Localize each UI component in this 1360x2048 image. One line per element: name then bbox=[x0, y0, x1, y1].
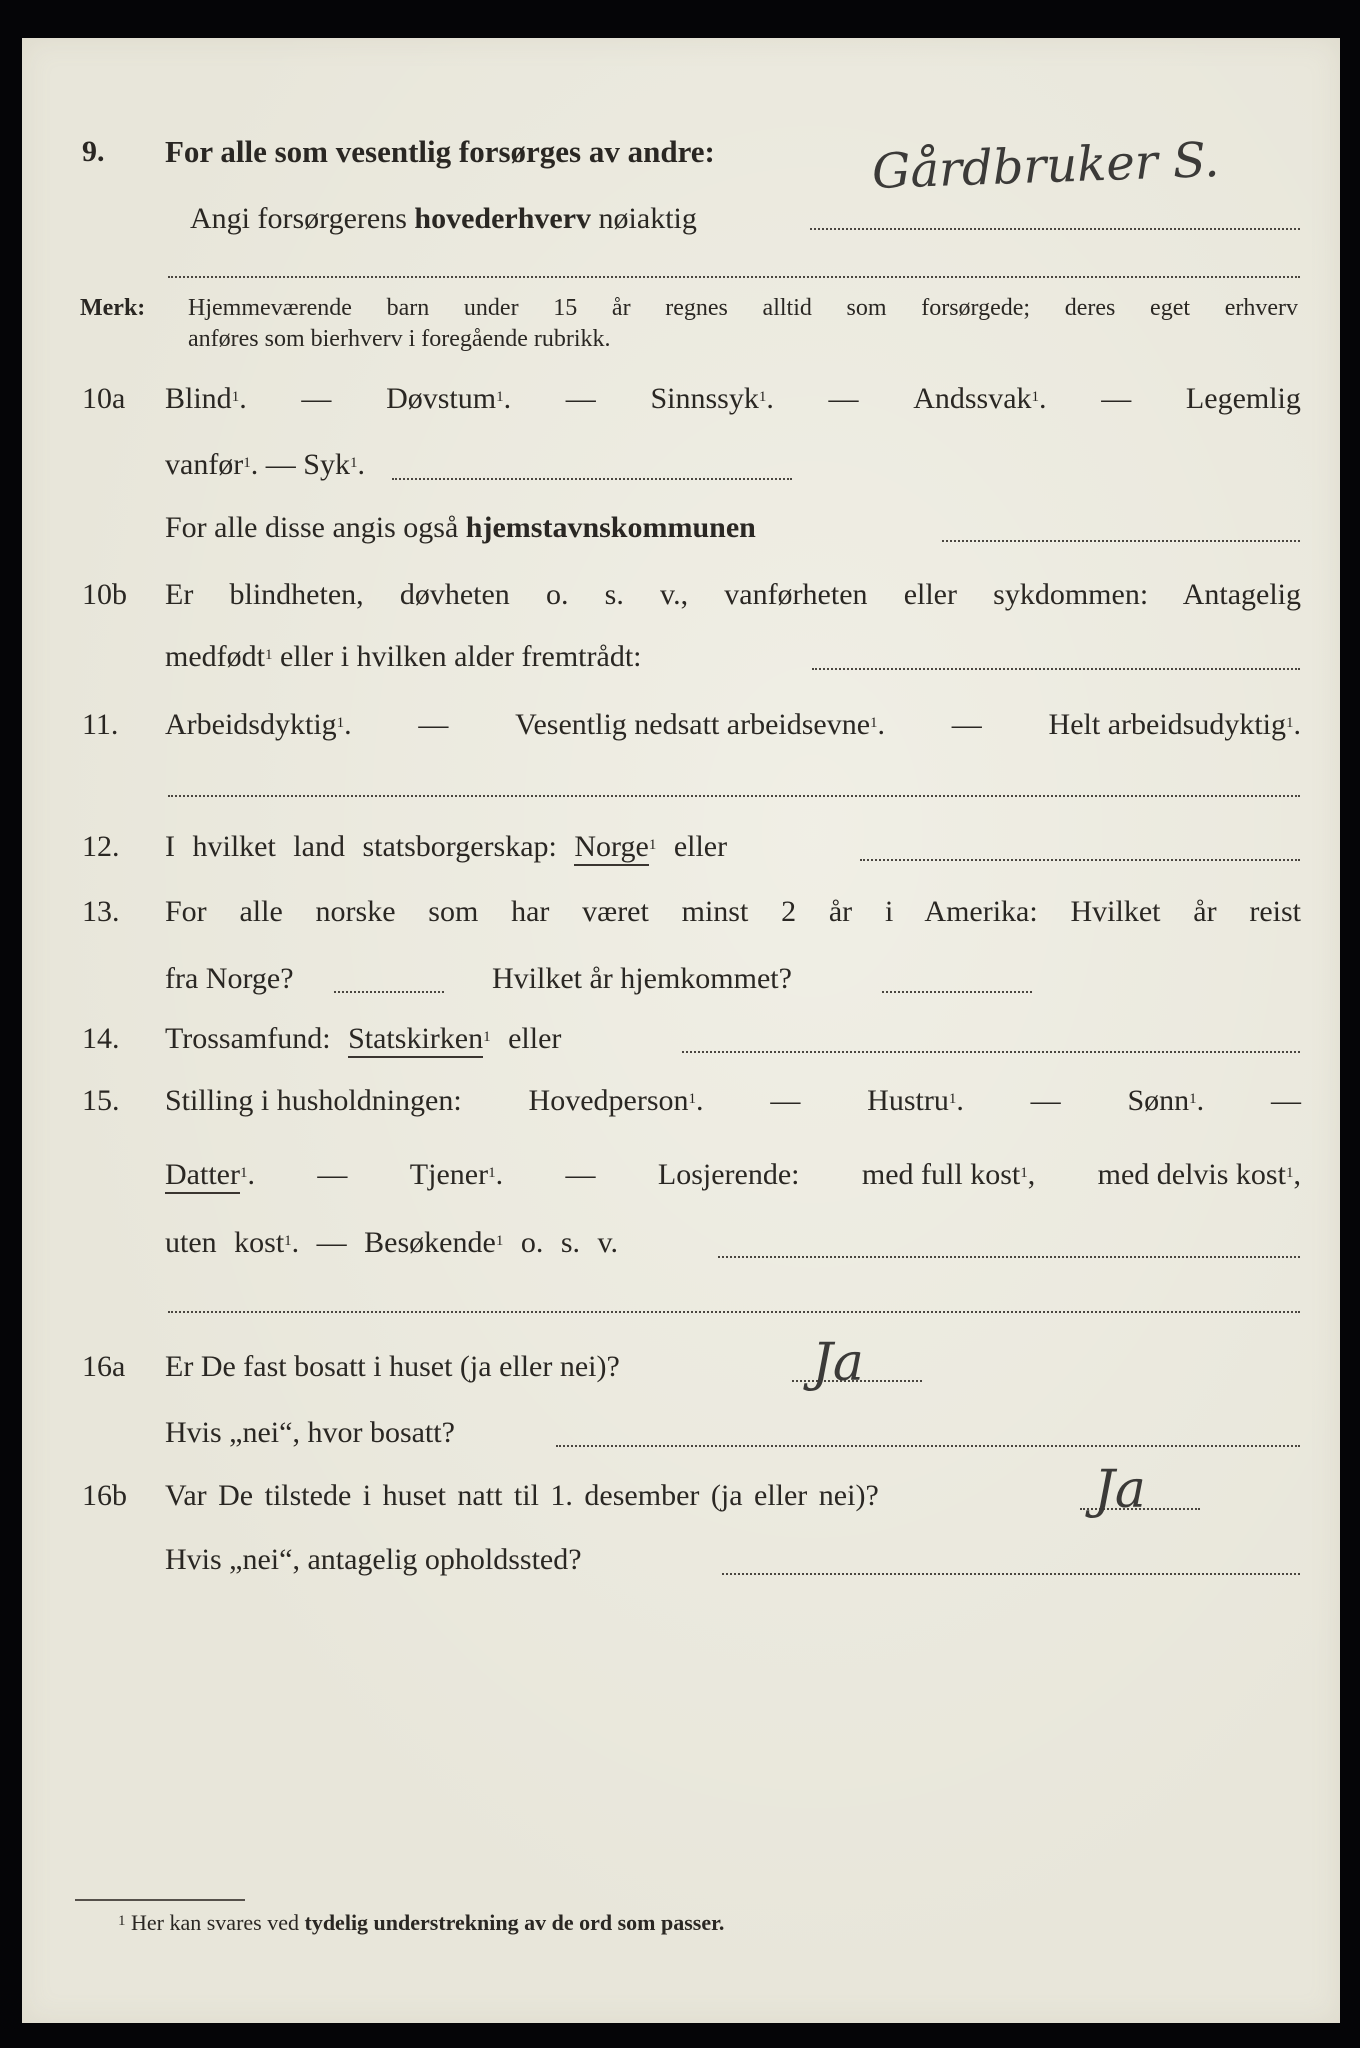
q16a-followup: Hvis „nei“, hvor bosatt? bbox=[165, 1416, 455, 1449]
q13-line2-b: Hvilket år hjemkommet? bbox=[492, 962, 792, 995]
q15-opt-hovedperson[interactable]: Hovedperson$^1$. bbox=[528, 1084, 704, 1117]
q15-opt-sonn[interactable]: Sønn$^1$. bbox=[1127, 1084, 1205, 1117]
q10a-line1 bbox=[165, 382, 1301, 416]
q9-extra-line[interactable] bbox=[168, 276, 1300, 278]
dash: — bbox=[301, 382, 332, 415]
q10a-opt-sinnssyk[interactable]: Sinnssyk$^1$. bbox=[650, 382, 774, 415]
q16b-question: Var De tilstede i huset natt til 1. desember (ja eller nei)? bbox=[165, 1479, 879, 1512]
dash: — bbox=[770, 1084, 801, 1117]
census-form-page bbox=[22, 38, 1340, 2023]
q13-number: 13. bbox=[82, 895, 120, 928]
q12-opt-norge[interactable]: Norge$^1$ bbox=[574, 830, 656, 863]
q11-opt-udyktig[interactable]: Helt arbeidsudyktig$^1$. bbox=[1048, 708, 1301, 741]
q14-opt-statskirken[interactable]: Statskirken$^1$ bbox=[348, 1022, 491, 1055]
q16b-followup-line[interactable] bbox=[722, 1573, 1300, 1575]
q9-line2-prefix: Angi forsørgerens bbox=[190, 202, 407, 235]
q11-line1 bbox=[165, 708, 1301, 742]
q9-number: 9. bbox=[82, 135, 105, 168]
q15-opt-full-kost[interactable]: med full kost$^1$, bbox=[861, 1158, 1036, 1191]
q15-line1: Stilling i husholdningen: Hovedperson$^1$. — Hustru$^1$. — Sønn$^1$. — bbox=[165, 1084, 1301, 1117]
q9-answer-line[interactable] bbox=[810, 228, 1300, 230]
q10a-opt-legemlig[interactable]: Legemlig bbox=[1185, 382, 1301, 415]
q15-answer-line[interactable] bbox=[718, 1256, 1300, 1258]
q10a-opt-vanfor[interactable]: vanfør$^1$. bbox=[165, 448, 259, 481]
q15-opt-uten-kost[interactable]: uten kost$^1$. bbox=[165, 1226, 300, 1259]
q10b-answer-line[interactable] bbox=[812, 668, 1300, 670]
dash: — bbox=[565, 382, 596, 415]
q15-opt-tjener[interactable]: Tjener$^1$. bbox=[409, 1158, 504, 1191]
q16a-number: 16a bbox=[82, 1350, 126, 1383]
footnote-mark: 1 bbox=[118, 1913, 126, 1929]
dash: — bbox=[565, 1158, 596, 1191]
dash: — bbox=[951, 708, 982, 741]
q13-line1: For alle norske som har været minst 2 år i Amerika: Hvilket år reist bbox=[165, 895, 1301, 928]
q15-opt-delvis-kost[interactable]: med delvis kost$^1$, bbox=[1097, 1158, 1301, 1191]
q10b-line1: Er blindheten, døvheten o. s. v., vanførheten eller sykdommen: Antagelig bbox=[165, 578, 1301, 611]
q10b-number: 10b bbox=[82, 578, 127, 611]
q10a-answer-line[interactable] bbox=[392, 478, 792, 480]
footnote bbox=[118, 1910, 724, 1936]
dash: — bbox=[1101, 382, 1132, 415]
q10b-opt-medfodt[interactable]: medfødt$^1$ bbox=[165, 640, 273, 673]
q9-line2-suffix: nøiaktig bbox=[598, 202, 697, 235]
q15-line3: uten kost$^1$. — Besøkende$^1$ o. s. v. bbox=[165, 1226, 619, 1259]
q10a-opt-blind[interactable]: Blind$^1$. bbox=[165, 382, 247, 415]
q15-number: 15. bbox=[82, 1084, 120, 1117]
q9-line1: For alle som vesentlig forsørges av andre: bbox=[165, 134, 715, 169]
q16a-followup-line[interactable] bbox=[556, 1445, 1300, 1447]
q16b-followup: Hvis „nei“, antagelig opholdssted? bbox=[165, 1543, 582, 1576]
q15-opt-datter[interactable]: Datter$^1$. bbox=[165, 1158, 255, 1192]
q13-line2-a: fra Norge? bbox=[165, 962, 294, 995]
dash: — bbox=[1030, 1084, 1061, 1117]
q12-line: I hvilket land statsborgerskap: Norge$^1$ eller bbox=[165, 830, 727, 864]
q10a-opt-dovstum[interactable]: Døvstum$^1$. bbox=[386, 382, 512, 415]
q15-extra-line[interactable] bbox=[168, 1311, 1300, 1313]
q9-line2-bold: hovederhverv bbox=[414, 202, 592, 235]
merk-line2: anføres som bierhverv i foregående rubrikk. bbox=[188, 326, 611, 352]
q10a-hjemstavn-line[interactable] bbox=[942, 540, 1300, 542]
q12-answer-line[interactable] bbox=[860, 859, 1300, 861]
dash: — bbox=[316, 1226, 347, 1259]
dash: — bbox=[317, 1158, 348, 1191]
q15-line2: Datter$^1$. — Tjener$^1$. — Losjerende: med full kost$^1$, med delvis kost$^1$, bbox=[165, 1158, 1301, 1192]
q14-number: 14. bbox=[82, 1022, 120, 1055]
q16b-number: 16b bbox=[82, 1479, 127, 1512]
q10a-number: 10a bbox=[82, 382, 126, 415]
merk-line1: Hjemmeværende barn under 15 år regnes alltid som forsørgede; deres eget erhverv bbox=[188, 295, 1298, 321]
footnote-bold: tydelig understrekning av de ord som passer. bbox=[304, 1910, 725, 1935]
q16a-handwritten-answer: Ja bbox=[812, 1333, 864, 1393]
q16b-handwritten-answer: Ja bbox=[1094, 1460, 1146, 1520]
dash: — bbox=[828, 382, 859, 415]
q10a-opt-andssvak[interactable]: Andssvak$^1$. bbox=[913, 382, 1047, 415]
q15-opt-hustru[interactable]: Hustru$^1$. bbox=[867, 1084, 964, 1117]
q14-answer-line[interactable] bbox=[682, 1051, 1300, 1053]
q10a-line2 bbox=[165, 448, 365, 482]
q11-opt-nedsatt[interactable]: Vesentlig nedsatt arbeidsevne$^1$. bbox=[515, 708, 886, 741]
q10b-line2: medfødt$^1$ eller i hvilken alder fremtrådt: bbox=[165, 640, 642, 673]
q11-answer-line[interactable] bbox=[168, 795, 1300, 797]
dash: — bbox=[418, 708, 449, 741]
q9-handwritten-answer: Gårdbruker S. bbox=[871, 131, 1221, 201]
q9-line2 bbox=[190, 202, 697, 236]
dash: — bbox=[265, 448, 296, 481]
footnote-rule bbox=[75, 1899, 245, 1901]
q11-number: 11. bbox=[82, 708, 119, 741]
q13-hjemkommet-line[interactable] bbox=[882, 991, 1032, 993]
q11-opt-arbeidsdyktig[interactable]: Arbeidsdyktig$^1$. bbox=[165, 708, 352, 741]
q12-number: 12. bbox=[82, 830, 120, 863]
merk-label: Merk: bbox=[80, 295, 146, 321]
q10a-line3: For alle disse angis også hjemstavnskommunen bbox=[165, 511, 756, 544]
q13-reist-line[interactable] bbox=[334, 991, 444, 993]
q14-line: Trossamfund: Statskirken$^1$ eller bbox=[165, 1022, 561, 1056]
q16a-question: Er De fast bosatt i huset (ja eller nei)? bbox=[165, 1350, 620, 1383]
dash: — bbox=[1271, 1084, 1301, 1117]
q10a-opt-syk[interactable]: Syk$^1$. bbox=[303, 448, 365, 481]
q15-opt-besokende[interactable]: Besøkende$^1$ bbox=[364, 1226, 504, 1259]
footnote-prefix: Her kan svares ved bbox=[131, 1910, 299, 1935]
